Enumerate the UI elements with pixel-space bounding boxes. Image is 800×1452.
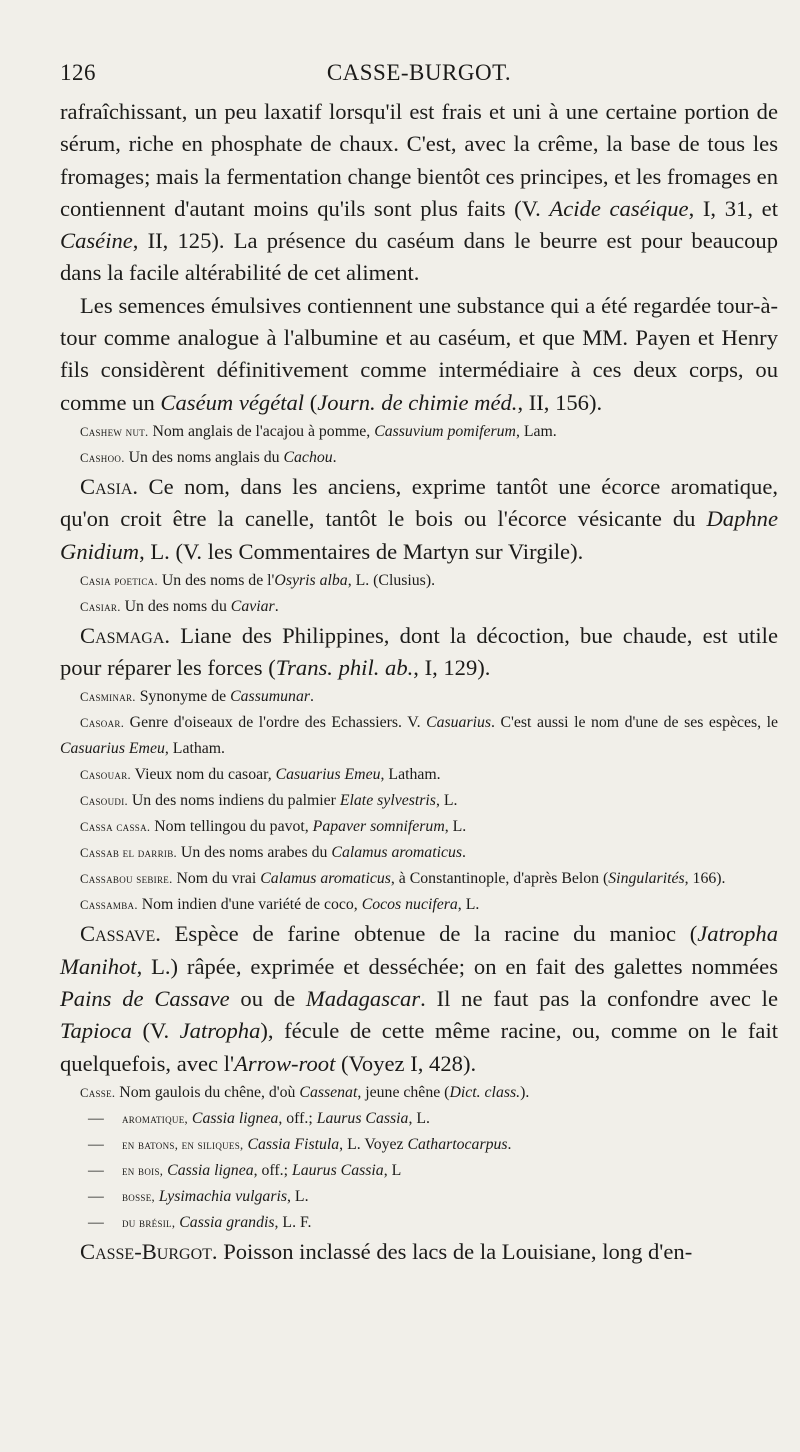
italic-term: Caséine <box>60 228 133 254</box>
text-run: , Latham. <box>380 766 441 784</box>
dictionary-entry <box>60 419 778 445</box>
paragraph <box>60 620 778 685</box>
ditto-dash: — <box>88 1187 104 1205</box>
text-run: ). <box>520 1083 530 1101</box>
text-run: . Il ne faut pas la confondre avec le <box>420 986 778 1012</box>
dictionary-entry <box>60 892 778 918</box>
italic-term: Tapioca <box>60 1018 132 1044</box>
sub-entry <box>60 1106 778 1132</box>
dictionary-entry <box>60 594 778 620</box>
text-run: Un des noms du <box>120 597 231 615</box>
text-run: Nom anglais de l'acajou à pomme, <box>148 422 375 440</box>
italic-term: Cocos nucifera <box>361 896 458 914</box>
italic-term: Cassia Fistula <box>247 1135 340 1153</box>
text-run: , II, 156). <box>517 389 603 415</box>
headword: Casse. <box>80 1085 116 1100</box>
paragraph <box>60 1236 778 1268</box>
italic-term: Laurus Cassia <box>316 1109 409 1127</box>
sub-entry <box>60 1158 778 1184</box>
headword: Casmaga. <box>80 622 171 648</box>
paragraph <box>60 96 778 290</box>
italic-term: Cassia lignea <box>191 1109 279 1127</box>
ditto-dash: — <box>88 1109 104 1127</box>
italic-term: Singularités <box>608 870 685 888</box>
text-run: Espèce de farine obtenue de la racine du manioc ( <box>160 921 698 947</box>
italic-term: Acide caséique <box>549 195 689 221</box>
text-run: , L. F. <box>274 1213 312 1231</box>
page-header <box>60 56 778 96</box>
text-run: ), fécule de cette même racine, ou, comme on le fait quelquefois, avec l' <box>60 1018 778 1076</box>
text-run: , L. <box>457 896 480 914</box>
text-run: , L. (V. les Commentaires de Martyn sur Virgile). <box>139 538 584 564</box>
text-run: (V. <box>131 1018 180 1044</box>
italic-term: Madagascar <box>305 986 421 1012</box>
italic-term: Cassia lignea <box>167 1161 254 1179</box>
paragraph <box>60 918 778 1079</box>
text-run: , I, 31, et <box>688 195 778 221</box>
text-run: , à Constantinople, d'après Belon ( <box>390 870 609 888</box>
dictionary-entry <box>60 568 778 594</box>
text-run: , off.; <box>253 1161 292 1179</box>
headword: Cashoo. <box>80 450 125 465</box>
italic-term: Papaver somniferum <box>312 818 445 836</box>
text-run: , off.; <box>278 1109 317 1127</box>
italic-term: Cachou <box>283 448 333 466</box>
text-run: . <box>310 688 314 706</box>
italic-term: Lysimachia vulgaris <box>158 1187 288 1205</box>
text-run: ou de <box>229 986 306 1012</box>
text-run: Synonyme de <box>135 688 231 706</box>
paragraph <box>60 471 778 568</box>
italic-term: Dict. class. <box>449 1083 521 1101</box>
text-run: , L. <box>408 1109 430 1127</box>
text-run: . C'est aussi le nom d'une de ses espèces, le <box>491 714 779 732</box>
text-run: Poisson inclassé des lacs de la Louisiane, long d'en- <box>217 1238 693 1264</box>
italic-term: Daphne Gnidium <box>60 506 778 564</box>
text-run: , I, 129). <box>413 655 491 681</box>
italic-term: Cassia grandis <box>179 1213 275 1231</box>
text-run: Un des noms anglais du <box>124 448 284 466</box>
italic-term: Calamus aromaticus <box>331 844 463 862</box>
text-run: Nom du vrai <box>172 870 261 888</box>
italic-term: Journ. de chimie méd. <box>317 389 518 415</box>
headword: en bois, <box>122 1163 164 1178</box>
sub-entry <box>60 1132 778 1158</box>
sub-entry <box>60 1184 778 1210</box>
headword: du brésil, <box>122 1215 176 1230</box>
text-run: Un des noms indiens du palmier <box>127 792 340 810</box>
paragraph <box>60 290 778 419</box>
italic-term: Caséum végétal <box>160 389 305 415</box>
dictionary-entry <box>60 684 778 710</box>
dictionary-entry <box>60 866 778 892</box>
page-body <box>60 96 778 1268</box>
text-run: Liane des Philippines, dont la décoction, bue chaude, est utile pour réparer les forces ( <box>60 622 778 681</box>
italic-term: Arrow-root <box>234 1050 336 1076</box>
italic-term: Cassuvium pomiferum <box>374 422 516 440</box>
headword: Casminar. <box>80 690 136 705</box>
headword: Cassave. <box>80 921 161 947</box>
text-run: . <box>507 1135 512 1153</box>
italic-term: Pains de Cassave <box>60 986 230 1012</box>
headword: en batons, en siliques, <box>122 1137 244 1152</box>
headword: Casia poetica. <box>80 573 158 588</box>
dictionary-entry <box>60 1080 778 1106</box>
text-run: (Voyez I, 428). <box>335 1050 477 1076</box>
text-run: Nom tellingou du pavot, <box>150 818 313 836</box>
text-run: , Latham. <box>164 740 225 758</box>
headword: Casiar. <box>80 599 121 614</box>
italic-term: Laurus Cassia <box>291 1161 384 1179</box>
book-page <box>60 56 778 1268</box>
text-run: . <box>274 597 279 615</box>
text-run: , L. <box>287 1187 309 1205</box>
italic-term: Casuarius Emeu <box>275 766 381 784</box>
italic-term: Caviar <box>230 597 275 615</box>
italic-term: Jatropha Manihot <box>60 921 778 979</box>
ditto-dash: — <box>88 1213 104 1231</box>
text-run: , II, 125). La présence du caséum dans le beurre est pour beaucoup dans la facile altérabilité de cet aliment. <box>60 228 778 286</box>
text-run: , L. <box>435 792 458 810</box>
text-run: , L.) râpée, exprimée et desséchée; on en fait des galettes nommées <box>136 953 778 979</box>
headword: Cashew nut. <box>80 424 149 439</box>
headword: Cassamba. <box>80 898 138 913</box>
headword: Casoar. <box>80 716 125 731</box>
page-number: 126 <box>60 60 96 85</box>
running-head: CASSE-BURGOT. <box>326 60 512 85</box>
dictionary-entry <box>60 445 778 471</box>
text-run: Genre d'oiseaux de l'ordre des Echassiers. V. <box>124 714 427 732</box>
dictionary-entry <box>60 788 778 814</box>
text-run: rafraîchissant, un peu laxatif lorsqu'il est frais et uni à une certaine portion de sérum, riche en phosphate de chaux. C'est, avec la crême, la base de tous les fromages; mais la fermentation change bientôt ces principes, et les fromages en contiennent d'autant moins qu'ils sont plus faits (V. <box>60 99 778 221</box>
text-run: Nom indien d'une variété de coco, <box>137 896 362 914</box>
italic-term: Elate sylvestris <box>339 792 436 810</box>
headword: Cassabou sebire. <box>80 872 173 887</box>
italic-term: Cassenat <box>299 1083 358 1101</box>
italic-term: Casuarius Emeu <box>60 740 165 758</box>
text-run: ( <box>304 389 318 415</box>
dictionary-entry <box>60 762 778 788</box>
text-run: Les semences émulsives contiennent une substance qui a été regardée tour-à-tour comme analogue à l'albumine et au caséum, et que MM. Payen et Henry fils considèrent définitivement comme intermédiaire à ces deux corps, ou comme un <box>60 292 778 415</box>
italic-term: Casuarius <box>426 714 492 732</box>
headword: aromatique, <box>122 1111 188 1126</box>
headword: Casouar. <box>80 768 131 783</box>
italic-term: Osyris alba <box>274 571 348 589</box>
italic-term: Cathartocarpus <box>407 1135 508 1153</box>
headword: Cassa cassa. <box>80 820 151 835</box>
headword: Casoudi. <box>80 794 128 809</box>
headword: bosse, <box>122 1189 155 1204</box>
text-run: Ce nom, dans les anciens, exprime tantôt une écorce aromatique, qu'on croit être la canelle, tantôt le bois ou l'écorce vésicante du <box>60 473 778 532</box>
italic-term: Cassumunar <box>230 688 310 706</box>
text-run: , Lam. <box>515 422 557 440</box>
sub-entry <box>60 1210 778 1236</box>
text-run: . <box>462 844 466 862</box>
text-run: , L. Voyez <box>339 1135 408 1153</box>
italic-term: Trans. phil. ab. <box>275 655 414 681</box>
text-run: Un des noms arabes du <box>176 844 332 862</box>
dictionary-entry <box>60 814 778 840</box>
italic-term: Jatropha <box>179 1018 261 1044</box>
ditto-dash: — <box>88 1135 104 1153</box>
text-run: , L. <box>444 818 467 836</box>
dictionary-entry <box>60 840 778 866</box>
text-run: Un des noms de l' <box>157 571 275 589</box>
text-run: , L <box>383 1161 402 1179</box>
dictionary-entry <box>60 710 778 762</box>
text-run: , jeune chêne ( <box>357 1083 450 1101</box>
text-run: Vieux nom du casoar, <box>130 766 276 784</box>
text-run: , L. (Clusius). <box>347 571 436 589</box>
headword: Casse-Burgot. <box>80 1238 218 1264</box>
text-run: Nom gaulois du chêne, d'où <box>115 1083 300 1101</box>
italic-term: Calamus aromaticus <box>260 870 391 888</box>
ditto-dash: — <box>88 1161 104 1179</box>
text-run: , 166). <box>684 870 726 888</box>
headword: Casia. <box>80 473 139 499</box>
text-run: . <box>332 448 337 466</box>
headword: Cassab el darrib. <box>80 846 177 861</box>
